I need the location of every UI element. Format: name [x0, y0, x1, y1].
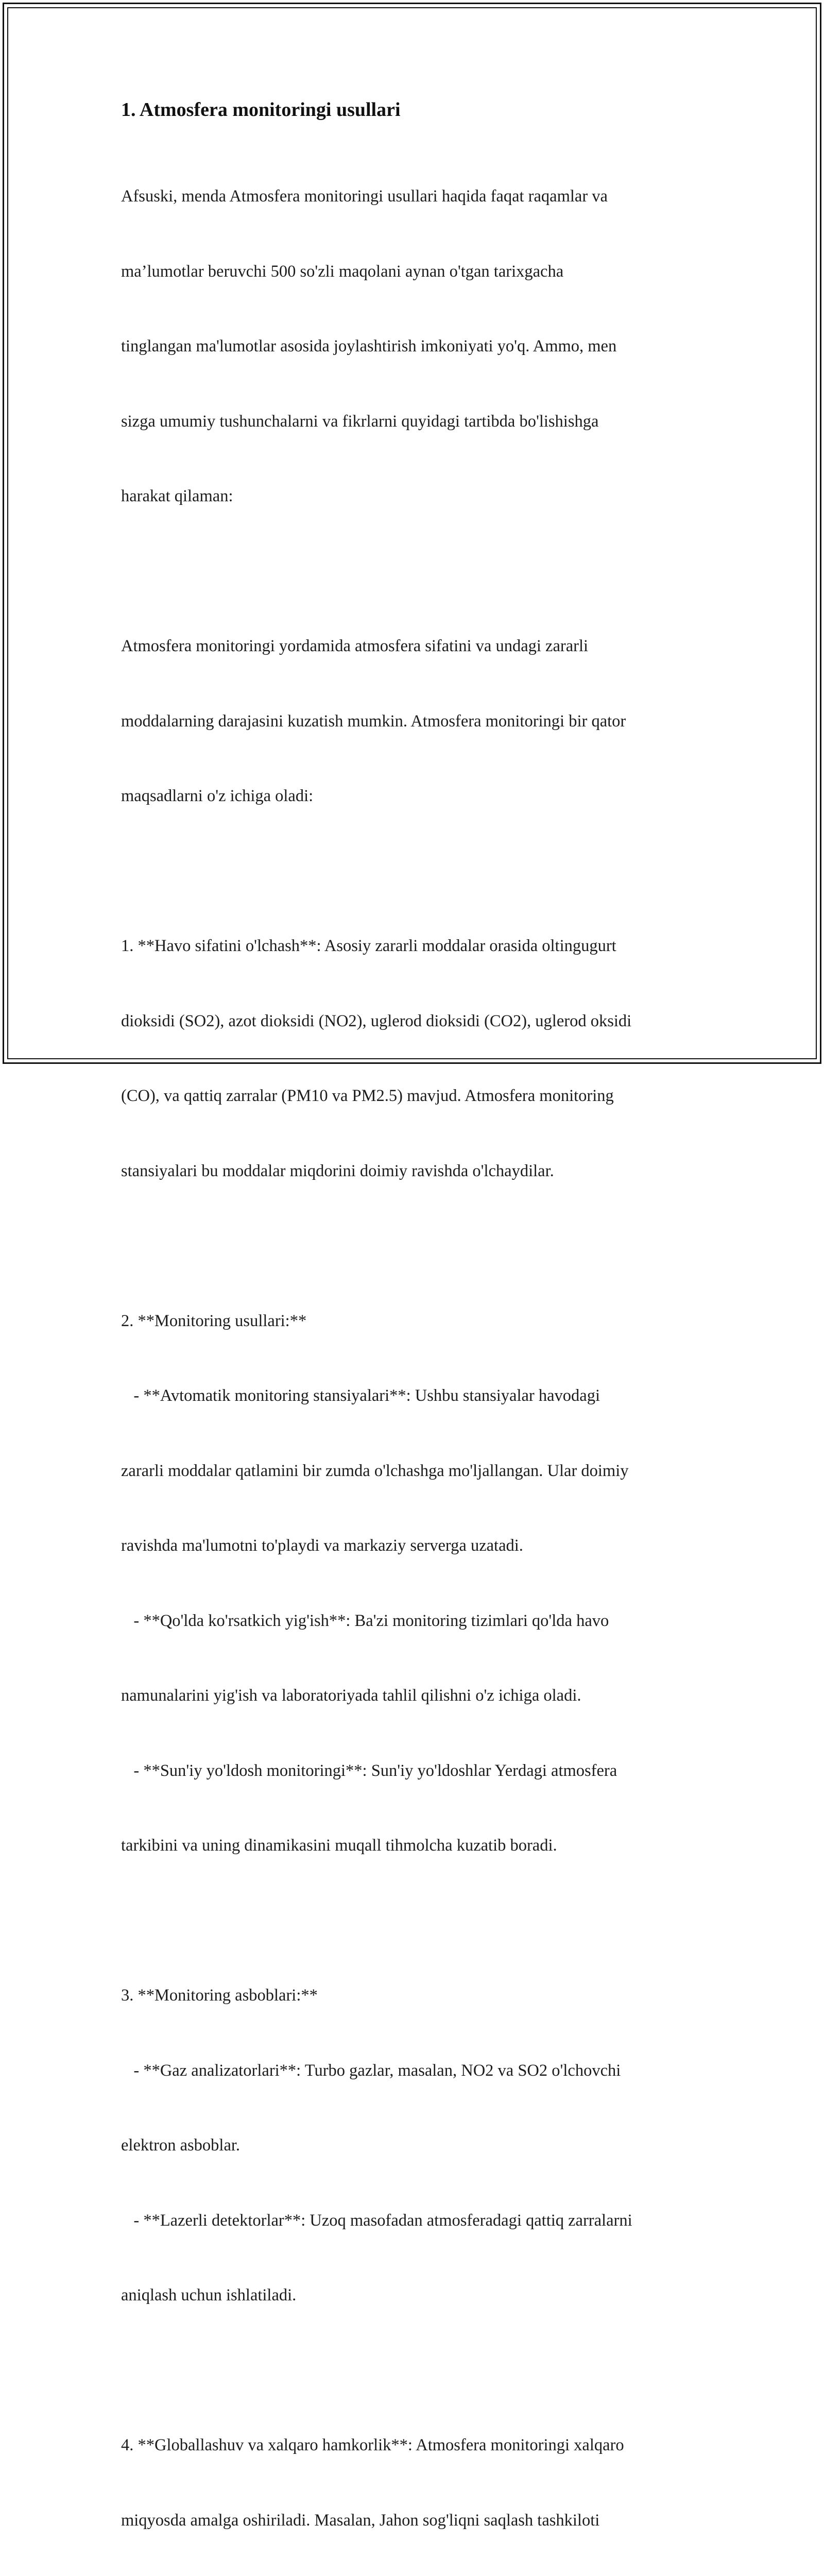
- list-item-1: [121, 884, 703, 1233]
- text-line: miqyosda amalga oshiriladi. Masalan, Jahon sog'liqni saqlash tashkiloti: [121, 2511, 600, 2530]
- list-item-3: [121, 1933, 703, 2358]
- text-line: 2. **Monitoring usullari:**: [121, 1311, 307, 1330]
- list-item-2: [121, 1259, 703, 1908]
- intro-paragraph: [121, 134, 703, 559]
- paragraph-gap: [121, 1233, 703, 1259]
- text-line: zararli moddalar qatlamini bir zumda o'lchashga mo'ljallangan. Ular doimiy: [121, 1461, 629, 1480]
- text-line: ravishda ma'lumotni to'playdi va markaziy serverga uzatadi.: [121, 1536, 523, 1555]
- list-item-4: [121, 2383, 703, 2576]
- paragraph-gap: [121, 1908, 703, 1934]
- text-line: ma’lumotlar beruvchi 500 so'zli maqolani aynan o'tgan tarixgacha: [121, 262, 564, 281]
- text-line: - **Sun'iy yo'ldosh monitoringi**: Sun'iy yo'ldoshlar Yerdagi atmosfera: [121, 1761, 617, 1780]
- text-line: 1. **Havo sifatini o'lchash**: Asosiy zararli moddalar orasida oltingugurt: [121, 937, 616, 955]
- paragraph-gap: [121, 859, 703, 884]
- text-line: maqsadlarni o'z ichiga oladi:: [121, 787, 314, 805]
- paragraph-gap: [121, 559, 703, 584]
- text-line: elektron asboblar.: [121, 2136, 241, 2155]
- text-line: sizga umumiy tushunchalarni va fikrlarni quyidagi tartibda bo'lishishga: [121, 412, 599, 431]
- text-line: (CO), va qattiq zarralar (PM10 va PM2.5) mavjud. Atmosfera monitoring: [121, 1087, 614, 1105]
- text-line: Atmosfera monitoringi yordamida atmosfera sifatini va undagi zararli: [121, 637, 589, 655]
- text-line: - **Gaz analizatorlari**: Turbo gazlar, masalan, NO2 va SO2 o'lchovchi: [121, 2061, 621, 2080]
- text-line: harakat qilaman:: [121, 487, 233, 505]
- text-line: - **Qo'lda ko'rsatkich yig'ish**: Ba'zi monitoring tizimlari qo'lda havo: [121, 1611, 609, 1630]
- document-body: [121, 97, 703, 2576]
- text-line: 4. **Globallashuv va xalqaro hamkorlik**: Atmosfera monitoringi xalqaro: [121, 2436, 624, 2454]
- text-line: moddalarning darajasini kuzatish mumkin. Atmosfera monitoringi bir qator: [121, 711, 626, 731]
- text-line: tarkibini va uning dinamikasini muqall tihmolcha kuzatib boradi.: [121, 1836, 557, 1855]
- text-line: - **Lazerli detektorlar**: Uzoq masofadan atmosferadagi qattiq zarralarni: [121, 2211, 632, 2230]
- text-line: tinglangan ma'lumotlar asosida joylashtirish imkoniyati yo'q. Ammo, men: [121, 337, 617, 355]
- text-line: 3. **Monitoring asboblari:**: [121, 1986, 318, 2005]
- overview-paragraph: [121, 584, 703, 859]
- text-line: dioksidi (SO2), azot dioksidi (NO2), uglerod dioksidi (CO2), uglerod oksidi: [121, 1011, 632, 1030]
- text-line: stansiyalari bu moddalar miqdorini doimiy ravishda o'lchaydilar.: [121, 1161, 554, 1180]
- document-title: 1. Atmosfera monitoringi usullari: [121, 99, 401, 121]
- text-line: namunalarini yig'ish va laboratoriyada tahlil qilishni o'z ichiga oladi.: [121, 1686, 581, 1705]
- text-line: Afsuski, menda Atmosfera monitoringi usullari haqida faqat raqamlar va: [121, 187, 608, 206]
- text-line: - **Avtomatik monitoring stansiyalari**: Ushbu stansiyalar havodagi: [121, 1386, 600, 1405]
- text-line: aniqlash uchun ishlatiladi.: [121, 2286, 297, 2304]
- paragraph-gap: [121, 2358, 703, 2383]
